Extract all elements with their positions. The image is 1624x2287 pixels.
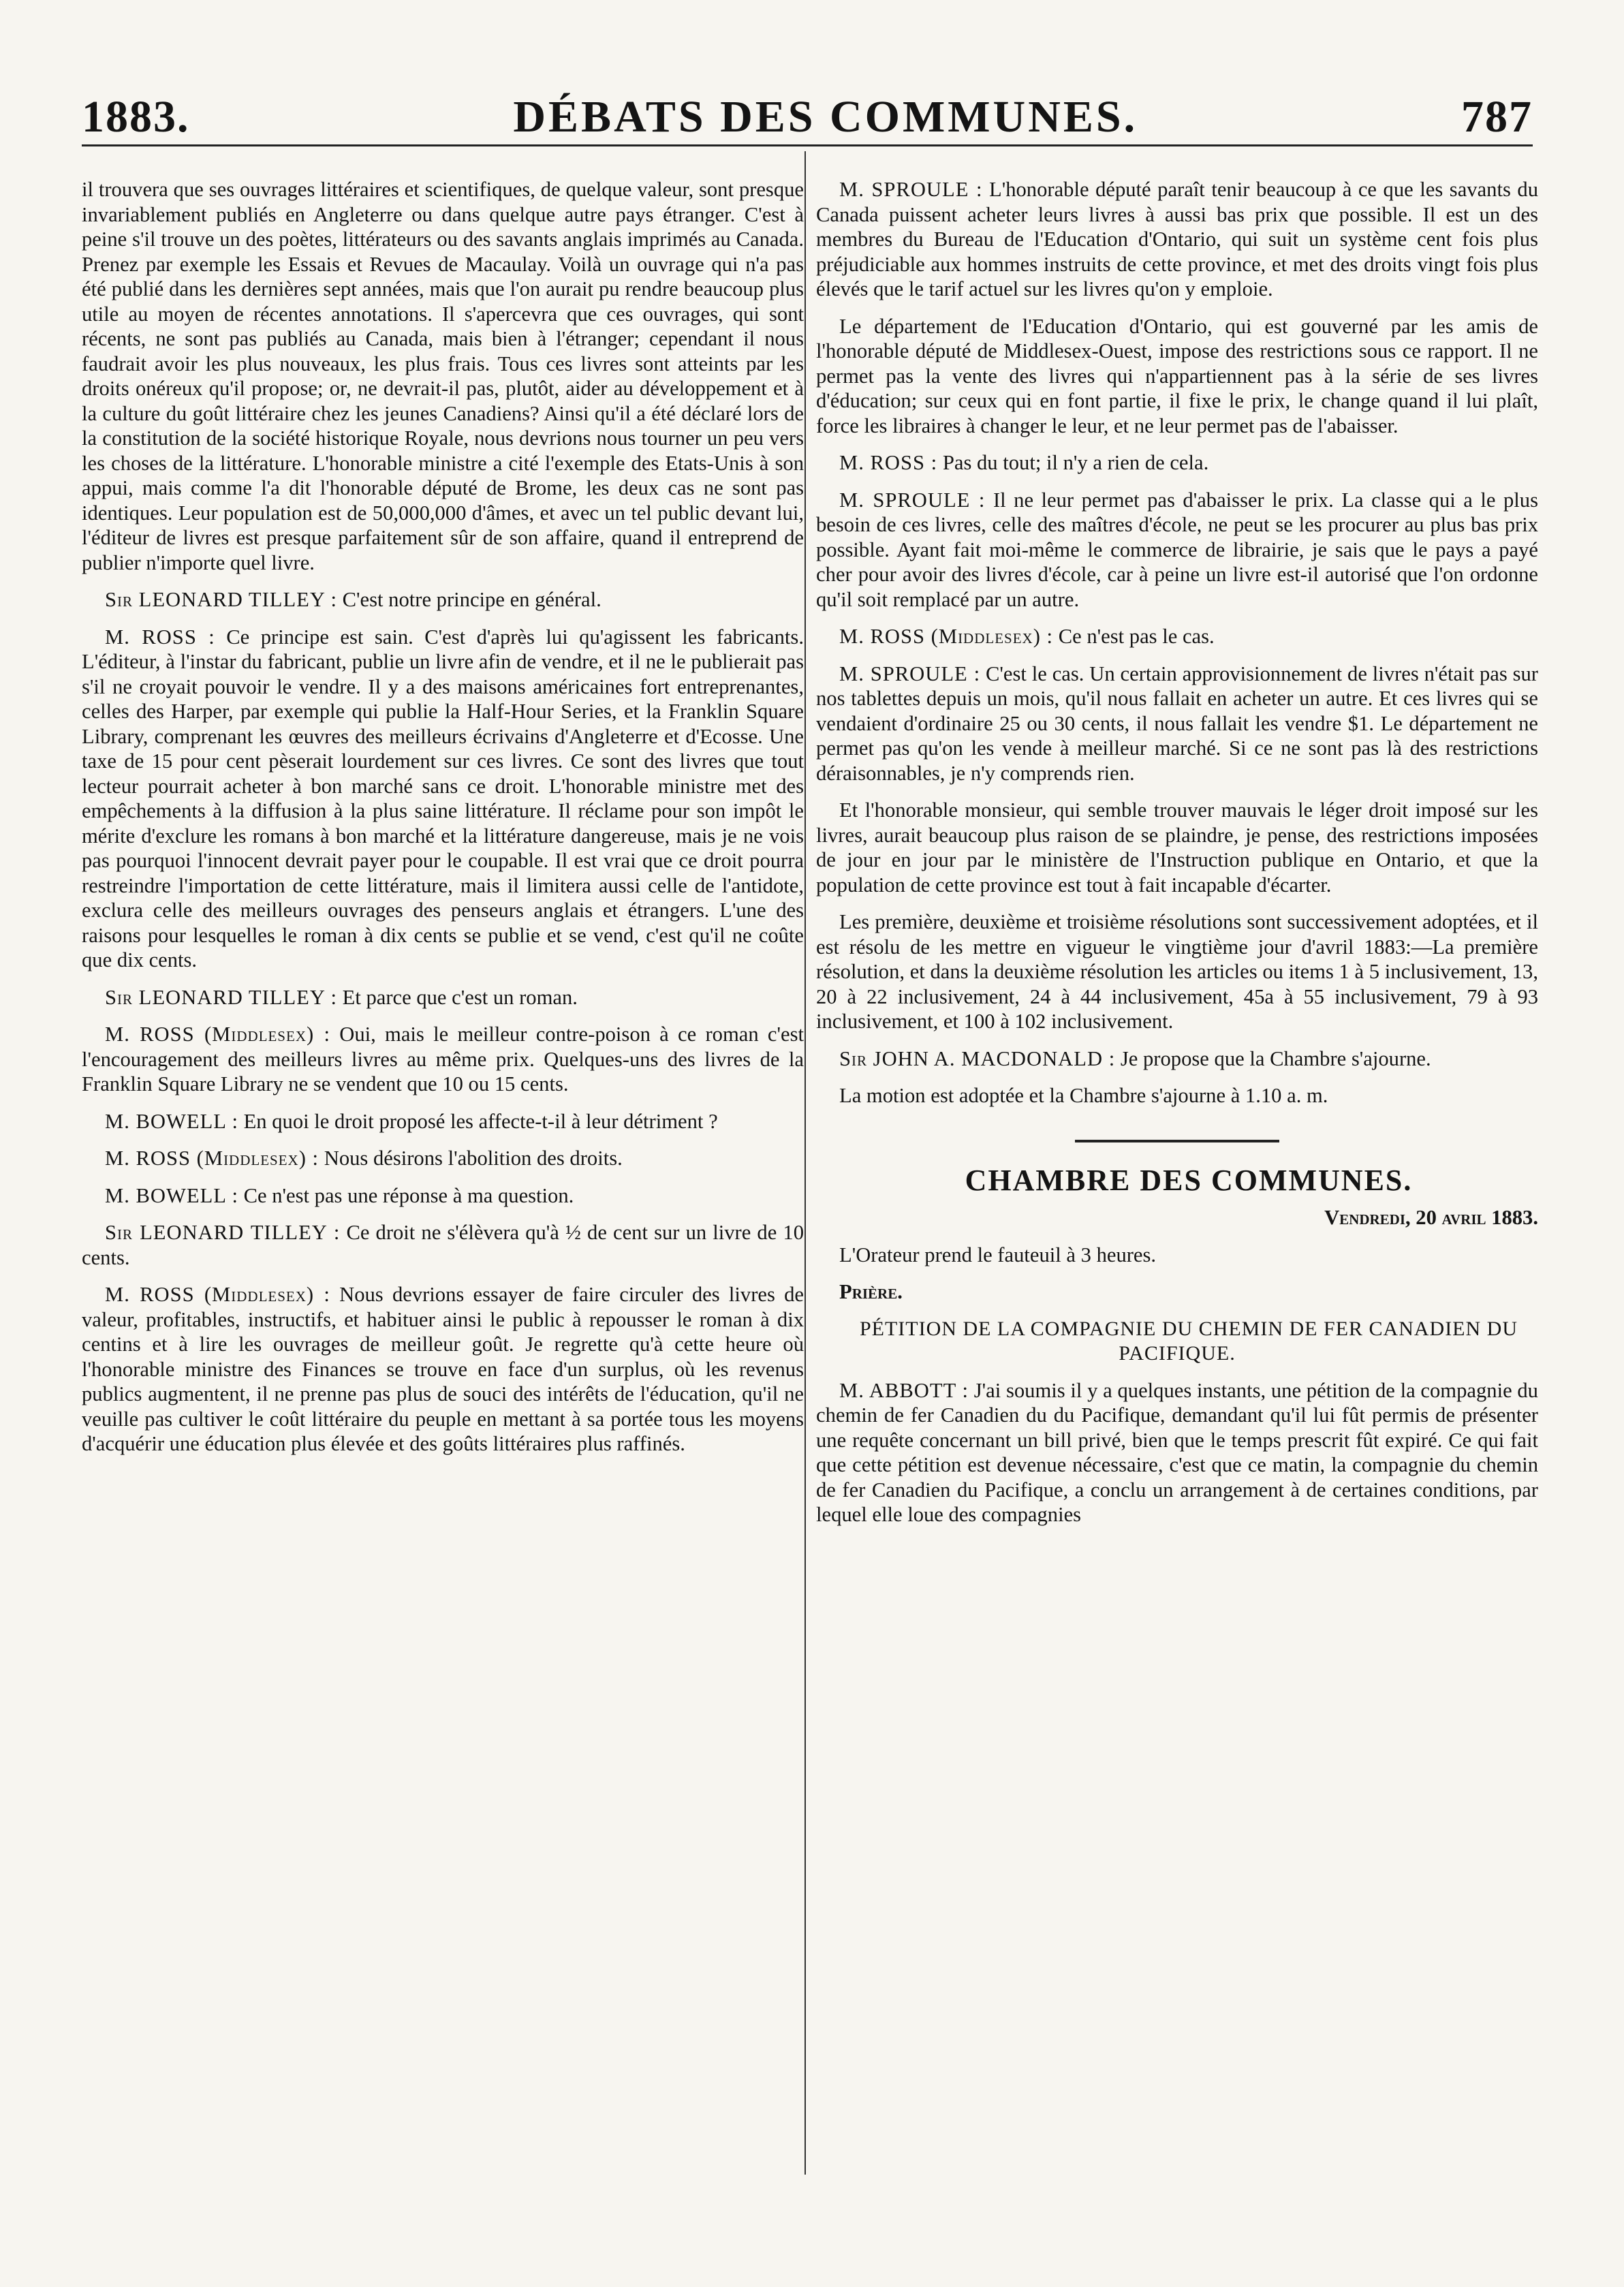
speaker-name: Sir JOHN A. MACDONALD : bbox=[839, 1046, 1116, 1070]
prayer-label: Prière. bbox=[839, 1280, 903, 1303]
section-date: Vendredi, 20 avril 1883. bbox=[1324, 1206, 1538, 1229]
paragraph-text: L'honorable député paraît tenir beaucoup à ce que les savants du Canada puissent acheter leurs livres à aussi bas prix que possible. Il est un des membres du Bureau de l'Education d'Ontario, qui suit un système cent fois plus préjudiciable aux hommes instruits de cette province, et met des droits vingt fois plus élevés que le tarif actuel sur les livres qu'on y emploie. bbox=[816, 178, 1538, 300]
paragraph-text: Ce n'est pas le cas. bbox=[1058, 625, 1215, 648]
paragraph-text: La motion est adoptée et la Chambre s'ajourne à 1.10 a. m. bbox=[839, 1084, 1328, 1107]
speaker-name: M. ROSS (Middlesex) : bbox=[105, 1147, 319, 1170]
paragraph-text: il trouvera que ses ouvrages littéraires et scientifiques, de quelque valeur, sont presque invariablement publiés en Angleterre ou dans quelque autre pays étranger. C'est à peine s'il trouve un des poètes, littérateurs ou des savants anglais imprimés au Canada. Prenez par exemple les Essais et Revues de Macaulay. Voilà un ouvrage qui n'a pas été publié dans les dernières sept années, mais que l'on aurait pu rendre beaucoup plus utile au moyen de récentes annotations. Il s'apercevra que ces ouvrages, qui sont récents, ne sont pas publiés au Canada, mais bien à l'étranger; cependant il nous faudrait avoir les plus nouveaux, les plus frais. Tous ces livres sont atteints par les droits onéreux qu'il propose; or, ne devrait-il pas, plutôt, aider au développement et à la culture du goût littéraire chez les jeunes Canadiens? Ainsi qu'il a été déclaré lors de la constitution de la société historique Royale, nous devrions nous tourner un peu vers les choses de la littérature. L'honorable ministre a cité l'exemple des Etats-Unis à son appui, mais comme l'a dit l'honorable député de Brome, les deux cas ne sont pas identiques. Leur population est de 50,000,000 d'âmes, et avec un tel public devant lui, l'éditeur de livres est presque parfaitement sûr de son affaire, quand il entreprend de publier n'importe quel livre. bbox=[82, 178, 804, 574]
paragraph bbox=[82, 177, 804, 575]
paragraph bbox=[816, 909, 1538, 1034]
page-year: 1883. bbox=[82, 92, 190, 142]
opening-line: L'Orateur prend le fauteuil à 3 heures. bbox=[839, 1243, 1157, 1266]
paragraph bbox=[82, 1146, 804, 1171]
speaker-name: M. SPROULE : bbox=[839, 662, 981, 685]
paragraph bbox=[816, 488, 1538, 612]
left-column bbox=[82, 177, 804, 2178]
paragraph bbox=[816, 798, 1538, 897]
speaker-name: Sir LEONARD TILLEY : bbox=[105, 588, 337, 611]
paragraph bbox=[816, 1083, 1538, 1108]
section-subheading: PÉTITION DE LA COMPAGNIE DU CHEMIN DE FER CANADIEN DU PACIFIQUE. bbox=[859, 1317, 1518, 1365]
page-header bbox=[82, 82, 1533, 143]
paragraph-text: Ce droit ne s'élèvera qu'à ½ de cent sur un livre de 10 cents. bbox=[82, 1221, 804, 1269]
paragraph bbox=[82, 1183, 804, 1209]
speaker-name: M. BOWELL : bbox=[105, 1109, 238, 1133]
paragraph-text: Nous désirons l'abolition des droits. bbox=[324, 1147, 623, 1170]
paragraph bbox=[82, 587, 804, 612]
paragraph-text: Oui, mais le meilleur contre-poison à ce roman c'est l'encouragement des meilleurs livres au même prix. Quelques-uns des livres de la Franklin Square Library ne se vendent que 10 ou 15 cents. bbox=[82, 1023, 804, 1095]
paragraph-text: Ce principe est sain. C'est d'après lui qu'agissent les fabricants. L'éditeur, à l'instar du fabricant, publie un livre afin de vendre, et il ne le publierait pas s'il ne croyait pouvoir le vendre. Il y a des maisons américaines fort entreprenantes, celles des Harper, par exemple qui publie la Half-Hour Series, et la Franklin Square Library, comprenant les œuvres des meilleurs écrivains d'Angleterre et d'Ecosse. Une taxe de 15 pour cent pèserait lourdement sur ces livres. Ce sont des livres que tout lecteur pourrait acheter à bon marché sans ce droit. L'honorable ministre met des empêchements à la diffusion à la plus saine littérature. Il réclame pour son impôt le mérite d'exclure les romans à bon marché et la littérature dangereuse, mais je ne vois pas pourquoi l'innocent devrait payer pour le coupable. Il est vrai que ce droit pourra restreindre l'importation de cette littérature, mais il limitera aussi celle de l'antidote, exclura celle des meilleurs ouvrages des penseurs anglais et étrangers. L'une des raisons pour lesquelles le roman à dix cents se publie et se vend, c'est qu'il ne coûte que dix cents. bbox=[82, 625, 804, 971]
paragraph-text: Je propose que la Chambre s'ajourne. bbox=[1120, 1046, 1431, 1070]
page-title: DÉBATS DES COMMUNES. bbox=[513, 92, 1138, 142]
speaker-name: M. ABBOTT : bbox=[839, 1378, 969, 1402]
paragraph-text: Les première, deuxième et troisième résolutions sont successivement adoptées, et il est résolu de les mettre en vigueur le vingtième jour d'avril 1883:—La première résolution, et dans la deuxième résolution les articles ou items 1 à 5 inclusivement, 13, 20 à 22 inclusivement, 24 à 44 inclusivement, 45a à 55 inclusivement, 79 à 93 inclusivement, et 100 à 102 inclusivement. bbox=[816, 910, 1538, 1033]
paragraph-text: Nous devrions essayer de faire circuler des livres de valeur, profitables, instructifs, et habituer ainsi le public à repousser le roman à dix centins et à lire les ouvrages de meilleur goût. Je regrette qu'à cette heure où l'honorable ministre des Finances se trouve en face d'un surplus, où les revenus publics augmentent, il ne prenne pas plus de souci des intérêts de l'éducation, qu'il ne veuille pas cultiver le coût littéraire du peuple en mettant à sa portée tous les moyens d'acquérir une éducation plus élevée et des goûts littéraires plus raffinés. bbox=[82, 1283, 804, 1455]
paragraph-text: Et parce que c'est un roman. bbox=[342, 985, 578, 1009]
paragraph bbox=[816, 1378, 1538, 1527]
speaker-name: M. ROSS (Middlesex) : bbox=[105, 1023, 330, 1046]
paragraph bbox=[816, 662, 1538, 786]
paragraph bbox=[816, 314, 1538, 439]
paragraph bbox=[82, 1282, 804, 1457]
section-separator bbox=[1075, 1140, 1279, 1142]
paragraph bbox=[816, 450, 1538, 476]
speaker-name: Sir LEONARD TILLEY : bbox=[105, 985, 337, 1009]
paragraph-text: Il ne leur permet pas d'abaisser le prix. La classe qui a le plus besoin de ces livres, celle des maîtres d'école, ne peut se les procurer au plus bas prix possible. Ayant fait moi-même le commerce de librairie, je sais que le pays a payé cher pour avoir des livres d'école, car à peine un livre est-il autorisé que l'on ordonne qu'il soit remplacé par un autre. bbox=[816, 488, 1538, 611]
paragraph bbox=[82, 1109, 804, 1134]
paragraph bbox=[82, 1220, 804, 1270]
speaker-name: Sir LEONARD TILLEY : bbox=[105, 1221, 341, 1244]
paragraph-text: En quoi le droit proposé les affecte-t-il à leur détriment ? bbox=[243, 1109, 718, 1133]
paragraph-text: C'est notre principe en général. bbox=[342, 588, 602, 611]
paragraph-text: C'est le cas. Un certain approvisionnement de livres n'était pas sur nos tablettes depuis un mois, qu'il nous fallait en acheter un autre. Et ces livres qui se vendaient d'ordinaire 25 ou 30 cents, il nous fallait les vendre $1. Le département ne permet pas qu'on les vende à meilleur marché. Si ce ne sont pas là des restrictions déraisonnables, je n'y comprends rien. bbox=[816, 662, 1538, 785]
speaker-name: M. SPROULE : bbox=[839, 178, 983, 201]
speaker-name: M. ROSS : bbox=[839, 451, 938, 474]
column-divider bbox=[805, 151, 806, 2175]
paragraph-text: Pas du tout; il n'y a rien de cela. bbox=[942, 451, 1209, 474]
paragraph-text: J'ai soumis il y a quelques instants, une pétition de la compagnie du chemin de fer Canadien du du Pacifique, demandant qu'il lui fût permis de présenter une requête concernant un bill privé, bien que le temps prescrit fût expiré. Ce qui fait que cette pétition est devenue nécessaire, c'est que ce matin, la compagnie du chemin de fer Canadien du Pacifique, a conclu un arrangement à de certaines conditions, par lequel elle loue des compagnies bbox=[816, 1378, 1538, 1526]
speaker-name: M. ROSS (Middlesex) : bbox=[839, 625, 1054, 648]
header-rule bbox=[82, 144, 1533, 146]
paragraph bbox=[816, 177, 1538, 302]
paragraph bbox=[82, 625, 804, 973]
speaker-name: M. ROSS : bbox=[105, 625, 215, 649]
speaker-name: M. BOWELL : bbox=[105, 1183, 238, 1207]
speaker-name: M. ROSS (Middlesex) : bbox=[105, 1283, 330, 1306]
page-number: 787 bbox=[1461, 92, 1533, 142]
speaker-name: M. SPROULE : bbox=[839, 488, 986, 512]
right-column bbox=[816, 177, 1538, 2178]
section-heading: CHAMBRE DES COMMUNES. bbox=[965, 1163, 1413, 1197]
paragraph bbox=[816, 624, 1538, 649]
paragraph bbox=[816, 1046, 1538, 1072]
paragraph bbox=[82, 985, 804, 1010]
paragraph-text: Le département de l'Education d'Ontario, qui est gouverné par les amis de l'honorable député de Middlesex-Ouest, impose des restrictions sous ce rapport. Il ne permet pas la vente des livres qui n'appartiennent pas à la série de ses livres d'éducation; sur ceux qui en font partie, il fixe le prix, le change quand il lui plaît, force les libraires à changer le leur, et ne leur permet pas de l'abaisser. bbox=[816, 314, 1538, 437]
paragraph bbox=[82, 1022, 804, 1097]
paragraph-text: Ce n'est pas une réponse à ma question. bbox=[243, 1183, 574, 1207]
paragraph-text: Et l'honorable monsieur, qui semble trouver mauvais le léger droit imposé sur les livres, aurait beaucoup plus raison de se plaindre, je pense, des restrictions imposées de jour en jour par le ministère de l'Instruction publique en Ontario, et que la population de cette province est tout à fait incapable d'écarter. bbox=[816, 798, 1538, 897]
